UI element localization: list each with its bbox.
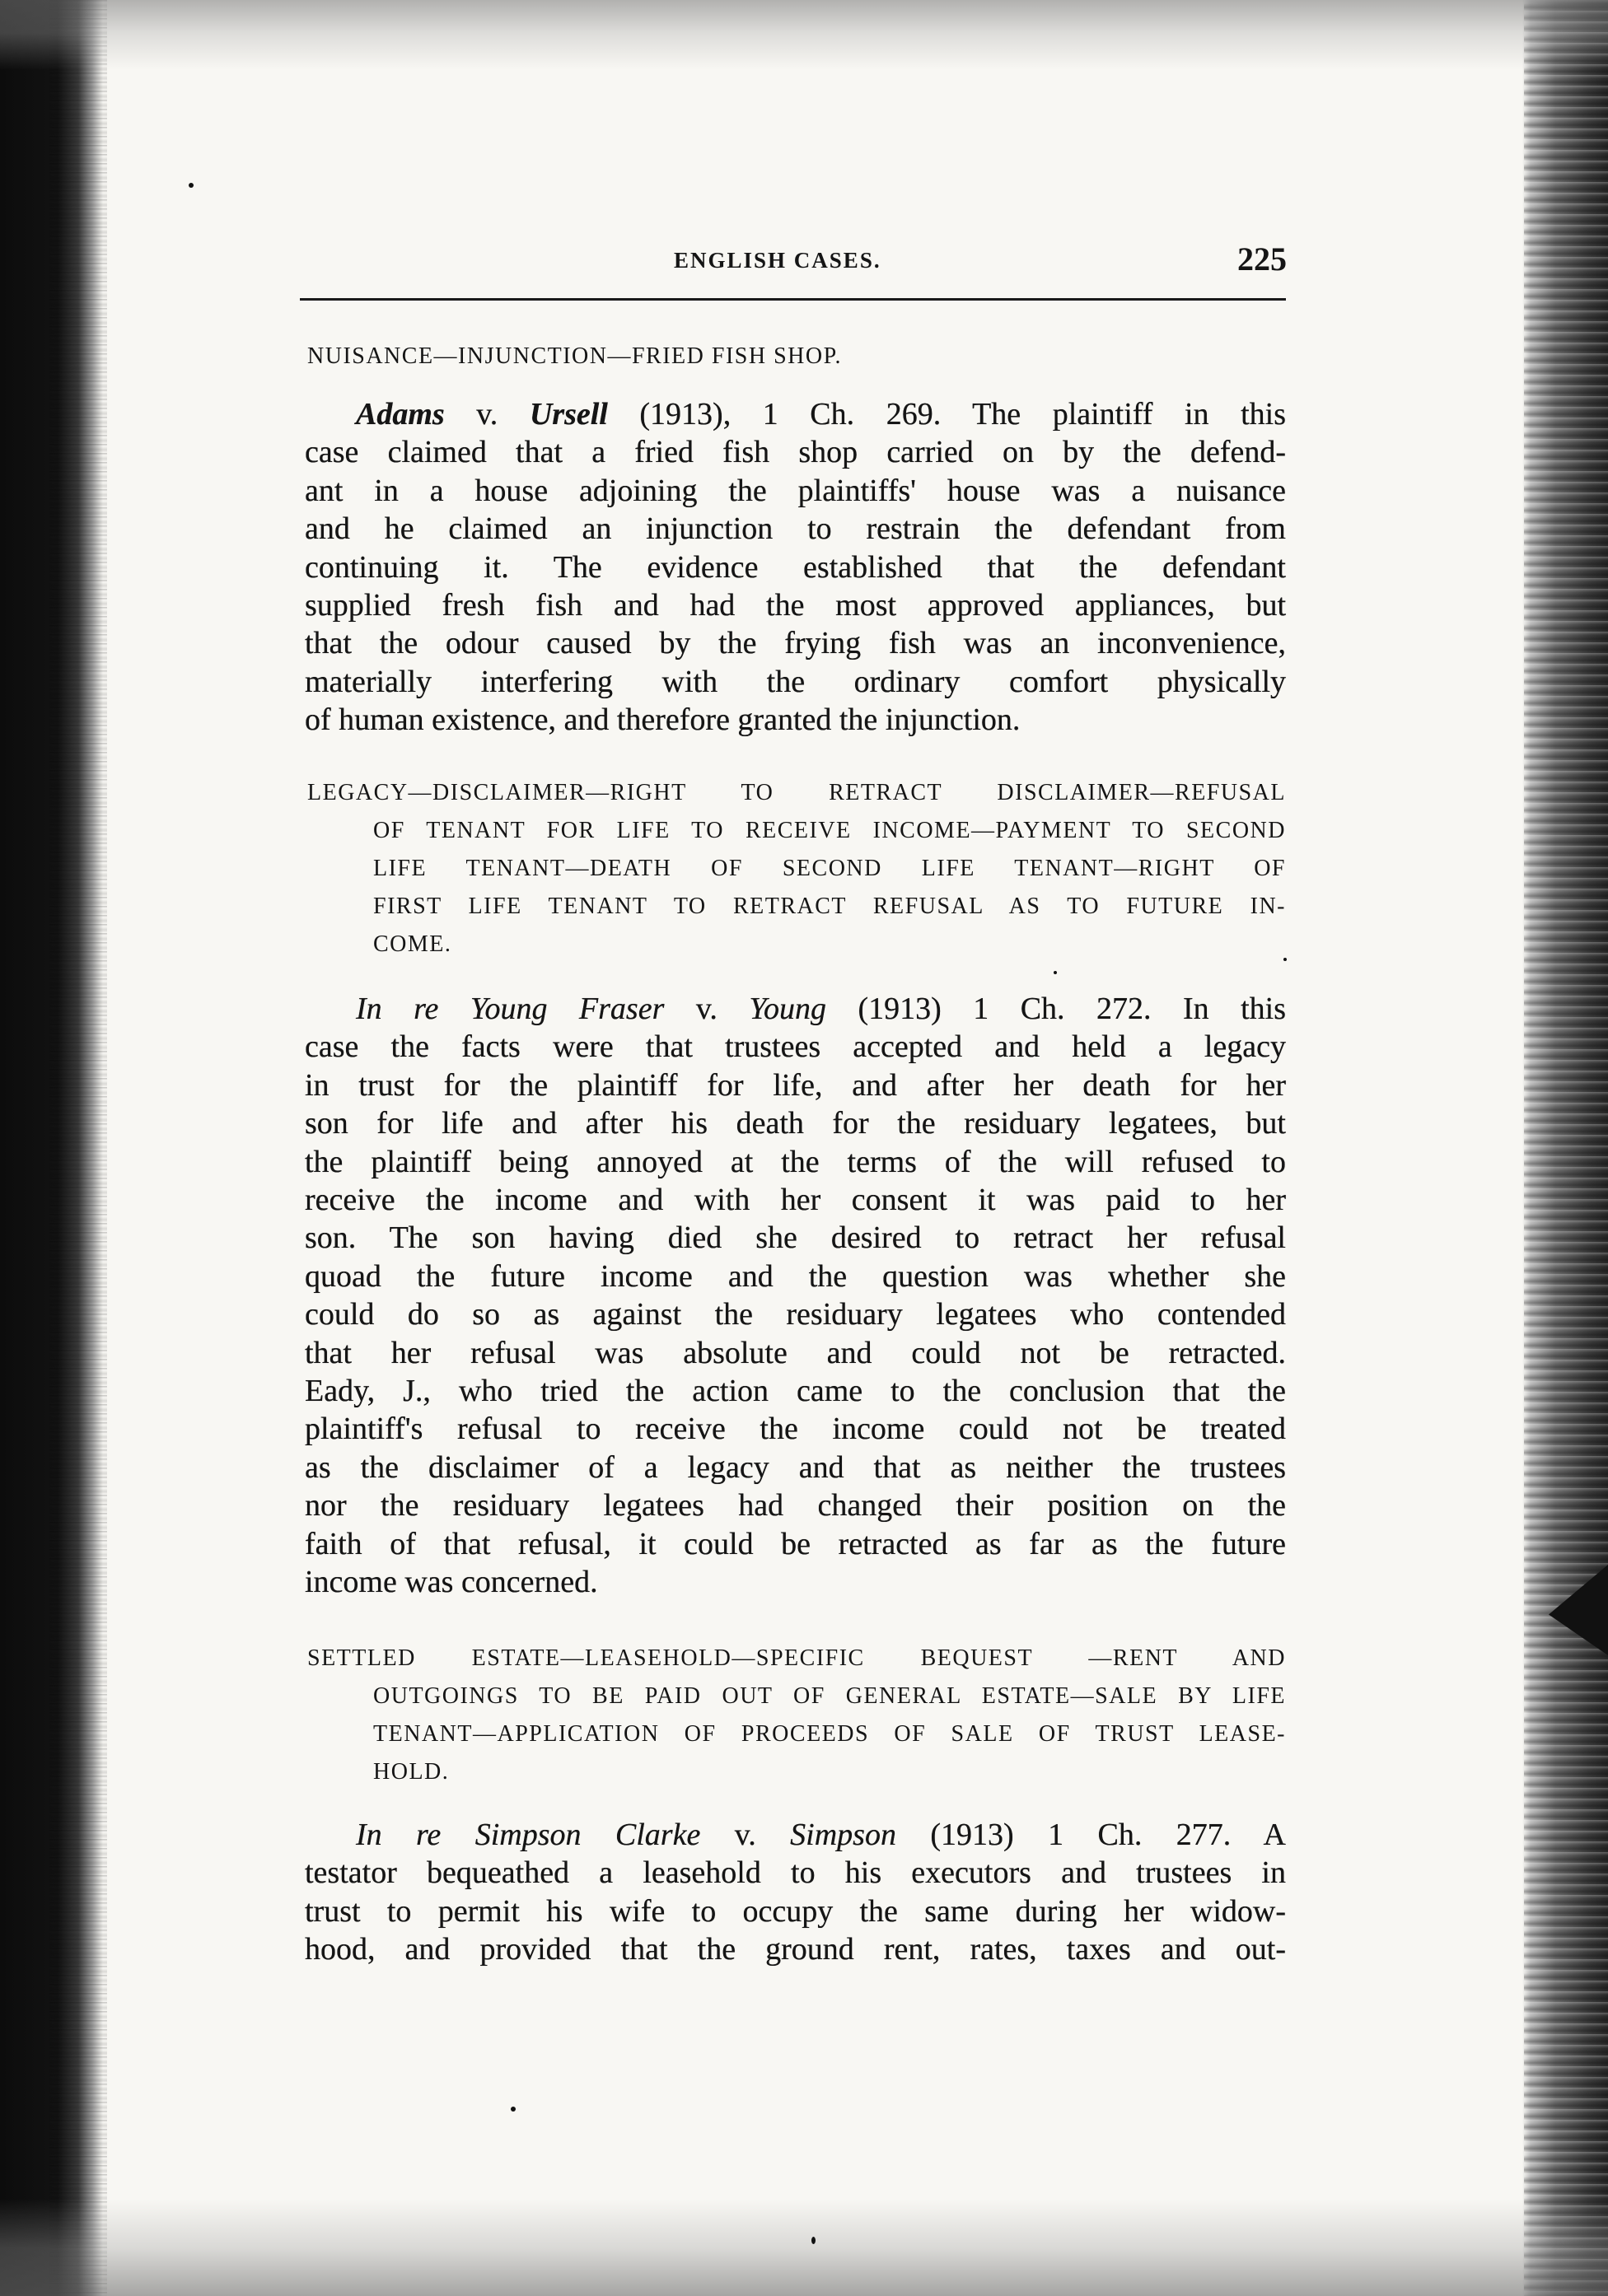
case-line: quoad the future income and the question was whether she bbox=[305, 1258, 1286, 1294]
citation-text: (1913) 1 Ch. 277. A bbox=[895, 1818, 1286, 1852]
heading-line: FIRST LIFE TENANT TO RETRACT REFUSAL AS TO FUTURE IN- bbox=[373, 894, 1286, 919]
versus: v. bbox=[664, 992, 750, 1026]
ink-speck bbox=[1054, 971, 1057, 974]
case-line: as the disclaimer of a legacy and that as neither the trustees bbox=[305, 1449, 1286, 1485]
case-line bbox=[305, 1816, 1286, 1854]
case-line: could do so as against the residuary legatees who contended bbox=[305, 1297, 1286, 1332]
section-heading bbox=[307, 774, 1286, 964]
heading-line: LEGACY—DISCLAIMER—RIGHT TO RETRACT DISCLAIMER—REFUSAL bbox=[307, 780, 1286, 805]
case-line: of human existence, and therefore granted the injunction. bbox=[305, 702, 1021, 738]
scan-edge-top bbox=[0, 0, 1608, 70]
scan-noise-left bbox=[49, 0, 107, 2296]
running-head-title: ENGLISH CASES. bbox=[674, 248, 881, 273]
case-line: that the odour caused by the frying fish was an inconvenience, bbox=[305, 626, 1286, 661]
case-line bbox=[305, 395, 1286, 433]
page-number: 225 bbox=[1237, 240, 1287, 278]
case-line: ant in a house adjoining the plaintiffs' house was a nuisance bbox=[305, 473, 1286, 508]
versus: v. bbox=[444, 397, 530, 432]
case-line: plaintiff's refusal to receive the income could not be treated bbox=[305, 1412, 1286, 1447]
section-heading bbox=[307, 1640, 1286, 1791]
case-line: income was concerned. bbox=[305, 1565, 598, 1600]
scan-noise-right bbox=[1524, 0, 1608, 2296]
case-line: hood, and provided that the ground rent, rates, taxes and out- bbox=[305, 1932, 1286, 1967]
case-line: Eady, J., who tried the action came to the conclusion that the bbox=[305, 1374, 1286, 1409]
case-line: continuing it. The evidence established that the defendant bbox=[305, 549, 1286, 585]
ink-speck bbox=[811, 2237, 816, 2244]
case-line: receive the income and with her consent it was paid to her bbox=[305, 1183, 1286, 1218]
citation-text: (1913) 1 Ch. 272. In this bbox=[826, 992, 1286, 1026]
heading-line: TENANT—APPLICATION OF PROCEEDS OF SALE OF TRUST LEASE- bbox=[373, 1721, 1286, 1747]
case-paragraph bbox=[305, 395, 1286, 740]
party-name: Young bbox=[749, 992, 826, 1026]
case-line: supplied fresh fish and had the most approved appliances, but bbox=[305, 588, 1286, 623]
header-rule bbox=[300, 298, 1286, 301]
party-name: Ursell bbox=[529, 397, 608, 432]
heading-line: OUTGOINGS TO BE PAID OUT OF GENERAL ESTATE—SALE BY LIFE bbox=[373, 1683, 1286, 1709]
heading-line: SETTLED ESTATE—LEASEHOLD—SPECIFIC BEQUEST —RENT AND bbox=[307, 1645, 1286, 1671]
scan-edge-bottom bbox=[0, 2199, 1608, 2296]
party-name: In re Young Fraser bbox=[356, 992, 665, 1026]
case-line: testator bequeathed a leasehold to his executors and trustees in bbox=[305, 1855, 1286, 1891]
heading-line: COME. bbox=[373, 931, 452, 957]
heading-line: NUISANCE—INJUNCTION—FRIED FISH SHOP. bbox=[307, 343, 843, 369]
heading-line: LIFE TENANT—DEATH OF SECOND LIFE TENANT—RIGHT OF bbox=[373, 856, 1286, 881]
case-line: nor the residuary legatees had changed their position on the bbox=[305, 1488, 1286, 1524]
case-line bbox=[305, 990, 1286, 1028]
party-name: In re Simpson Clarke bbox=[356, 1818, 701, 1852]
case-line: that her refusal was absolute and could not be retracted. bbox=[305, 1335, 1286, 1370]
case-line: son for life and after his death for the residuary legatees, but bbox=[305, 1106, 1286, 1141]
case-line: faith of that refusal, it could be retracted as far as the future bbox=[305, 1526, 1286, 1561]
versus: v. bbox=[700, 1818, 791, 1852]
party-name: Adams bbox=[356, 397, 445, 432]
case-line: materially interfering with the ordinary comfort physically bbox=[305, 664, 1286, 699]
party-name: Simpson bbox=[790, 1818, 896, 1852]
case-line: case claimed that a fried fish shop carried on by the defend- bbox=[305, 435, 1286, 470]
case-line: case the facts were that trustees accepted and held a legacy bbox=[305, 1029, 1286, 1065]
case-paragraph bbox=[305, 1816, 1286, 1969]
heading-line: OF TENANT FOR LIFE TO RECEIVE INCOME—PAYMENT TO SECOND bbox=[373, 818, 1286, 843]
case-line: and he claimed an injunction to restrain the defendant from bbox=[305, 511, 1286, 547]
ink-speck bbox=[189, 183, 194, 188]
ink-speck bbox=[511, 2107, 516, 2112]
case-line: the plaintiff being annoyed at the terms of the will refused to bbox=[305, 1144, 1286, 1179]
case-line: trust to permit his wife to occupy the same during her widow- bbox=[305, 1893, 1286, 1929]
case-line: son. The son having died she desired to retract her refusal bbox=[305, 1220, 1286, 1256]
section-heading bbox=[307, 338, 1286, 376]
heading-line: HOLD. bbox=[373, 1759, 450, 1785]
case-line: in trust for the plaintiff for life, and after her death for her bbox=[305, 1067, 1286, 1103]
case-paragraph bbox=[305, 990, 1286, 1602]
citation-text: (1913), 1 Ch. 269. The plaintiff in this bbox=[607, 397, 1286, 432]
